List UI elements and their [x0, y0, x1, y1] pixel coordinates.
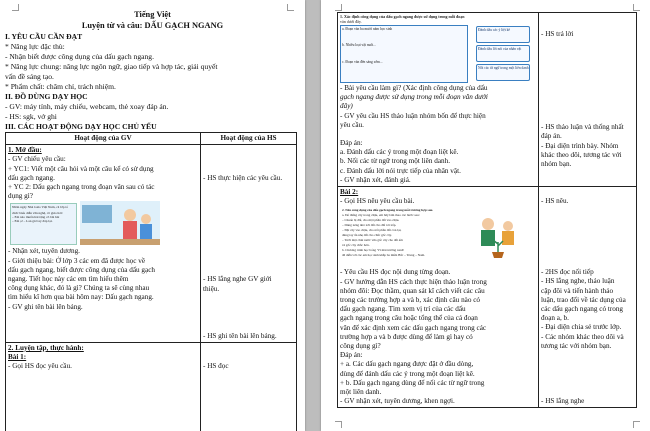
text-line: yêu cầu.	[340, 120, 364, 129]
text-line: khác theo dõi, tương tác với	[541, 150, 622, 159]
text-line: - GV yêu cầu HS thảo luận nhóm bốn để thực hiện	[340, 111, 486, 120]
text-line: công dụng gì?	[340, 342, 381, 351]
exercise-heading: Bài 2:	[340, 188, 359, 197]
document-page-1	[0, 0, 305, 431]
table-cell	[6, 145, 201, 343]
text-line: - Các nhóm khác theo dõi và	[541, 332, 624, 341]
text-line: - GV nhận xét, đánh giá.	[340, 175, 411, 184]
section-heading: I. YÊU CẦU CẦN ĐẠT	[5, 32, 83, 41]
text-line: c. Đánh dấu lời nói trực tiếp của nhân vật.	[340, 166, 461, 175]
text-line: vấn đề sáng tạo.	[5, 72, 54, 81]
text-line: văn để xác định xem các dấu gạch ngang trong các	[340, 323, 487, 332]
text-line: gạch ngang được sử dụng trong mỗi đoạn văn dưới	[340, 93, 488, 102]
text-line: + YC 2: Dấu gạch ngang trong đoạn văn sau có tác	[8, 183, 155, 192]
column-header-teacher: Hoạt động của GV	[6, 133, 201, 145]
exercise-figure	[340, 206, 536, 268]
text-line: nhóm bạn.	[541, 160, 572, 169]
text-line: dụng gì?	[8, 192, 33, 201]
text-line: + a. Các dấu gạch ngang được đặt ở đầu dòng,	[340, 360, 474, 369]
table-cell	[338, 13, 539, 187]
text-line: * Năng lực đặc thù:	[5, 42, 65, 51]
text-line: trong các trường hợp a và b, xác định câu nào có	[340, 296, 481, 305]
text-line: - HS lắng nghe GV giới	[203, 275, 272, 284]
text-line: - Nhận biết được công dụng của dấu gạch ngang.	[5, 52, 154, 61]
table-cell	[539, 13, 637, 187]
step-heading: 1. Mở đầu:	[8, 146, 42, 155]
lesson-title: Luyện từ và câu: DẤU GẠCH NGANG	[81, 21, 224, 30]
text-line: - Đại diện chia sẻ trước lớp.	[541, 323, 622, 332]
text-line: công dụng khác, đó là gì? Chúng ta sẽ cùng nhau	[8, 284, 150, 293]
text-line: đây)	[340, 102, 353, 111]
text-line: đoạn a, b.	[541, 314, 569, 323]
text-line: - HS lắng nghe	[541, 397, 585, 406]
passage-line: a. Đoạn văn ba mươi năm học sinh	[342, 27, 393, 31]
illustration-frame	[8, 201, 198, 247]
answer-option: Đánh dấu các ý liệt kê	[476, 26, 530, 43]
planting-illustration	[470, 212, 526, 260]
text-line: dấu gạch ngang. Tìm xem vị trí của các dấu	[340, 305, 466, 314]
lesson-subject: Tiếng Việt	[134, 10, 171, 19]
text-line: - HS thực hiện các yêu cầu.	[203, 174, 283, 183]
classroom-illustration	[80, 201, 160, 245]
text-line: - Đại diện trình bày. Nhóm	[541, 141, 619, 150]
text-line: dấu gạch ngang, biết được công dụng của dấu gạch	[8, 265, 156, 274]
step-heading: 2. Luyện tập, thực hành:	[8, 344, 84, 353]
text-line: - HS thảo luận và thống nhất	[541, 123, 624, 132]
text-line: - HS lắng nghe, thảo luận	[541, 277, 615, 286]
exercise-heading: Bài 1:	[8, 353, 27, 362]
excerpt-line: – Em ạ! – Lan giơ tay đáp lại.	[12, 219, 53, 224]
text-line: - Nhận xét, tuyên dương.	[8, 247, 80, 256]
column-header-student: Hoạt động của HS	[201, 133, 297, 145]
text-line: Đáp án:	[340, 351, 363, 360]
excerpt-box	[10, 203, 77, 245]
section-heading: II. ĐỒ DÙNG DẠY HỌC	[5, 92, 88, 101]
document-page-2	[321, 0, 650, 431]
text-line: nhóm đôi: Đọc thầm, quan sát kĩ cách viết các câu	[340, 286, 485, 295]
text-line: - HS trả lời	[541, 30, 574, 38]
passage-line: – Tưới một chút nước vừa gốc cây cho đất ẩm	[342, 237, 403, 242]
text-line: * Phẩm chất: chăm chỉ, trách nhiệm.	[5, 82, 116, 91]
passage-line: – Chuẩn bị đất, cho một phần đất vào chậu.	[342, 218, 400, 223]
passage-line: b. Nhiều loại vật nuôi...	[342, 43, 376, 47]
crop-mark	[335, 421, 342, 428]
exercise-figure	[340, 14, 536, 84]
table-cell	[539, 187, 637, 408]
section-heading: III. CÁC HOẠT ĐỘNG DẠY HỌC CHỦ YẾU	[5, 122, 157, 131]
passage-line: c. Đoạn văn đến sáng sớm...	[342, 60, 383, 64]
excerpt-line: Nhân ngày Nhà Giáo Việt Nam, cả lớp tổ	[12, 205, 69, 210]
text-line: - GV ghi tên bài lên bảng.	[8, 302, 83, 311]
text-line: - GV: máy tính, máy chiếu, webcam, thẻ xoay đáp án.	[5, 102, 169, 111]
text-line: - 2HS đọc nối tiếp	[541, 268, 594, 277]
passage-line: – Đặt cây vào chậu, cho nốt phần đất còn lại,	[342, 228, 402, 233]
text-line: tương tác với nhóm bạn.	[541, 341, 612, 350]
text-line: a. Đánh dấu các ý trong một đoạn liệt kê.	[340, 148, 459, 157]
text-line: dấu gạch ngang.	[8, 173, 55, 182]
figure-caption: văn dưới đây.	[340, 19, 362, 24]
passage-line: và gốc cây chắc hơn.	[342, 242, 370, 247]
table-cell	[338, 187, 539, 408]
text-line: + YC1: Viết một câu hỏi và một câu kể có sử dụng	[8, 164, 154, 173]
text-line: trường hợp a và b được dùng để làm gì hay có	[340, 332, 473, 341]
passage-line: 2. Nêu công dụng của dấu gạch ngang trong mỗi trường hợp sau.	[342, 208, 434, 213]
text-line: - Gọi HS đọc yêu cầu.	[8, 362, 72, 371]
text-line: luận, trao đổi về tác dụng của	[541, 295, 626, 304]
text-line: + b. Dấu gạch ngang dùng để nối các từ ngữ trong	[340, 378, 485, 387]
crop-mark	[633, 4, 640, 11]
answer-option: Đánh dấu lời nói của nhân vật	[476, 45, 530, 62]
answer-option: Nối các từ ngữ trong một liên danh	[476, 64, 530, 81]
table-cell	[201, 145, 297, 343]
text-line: - GV nhận xét, tuyên dương, khen ngợi.	[340, 397, 455, 406]
text-line: - Giới thiệu bài: Ở lớp 3 các em đã được học về	[8, 256, 146, 265]
text-line: - Gọi HS nêu yêu cầu bài.	[340, 197, 415, 206]
crop-mark	[335, 4, 342, 11]
excerpt-line: chức biểu diễn văn nghệ, cô giáo hỏi:	[12, 210, 63, 215]
exercise-passage	[340, 25, 468, 83]
text-line: - GV chiếu yêu cầu:	[8, 155, 66, 164]
text-line: cặp đôi và tiến hành thảo	[541, 286, 614, 295]
text-line: - GV hướng dẫn HS cách thực hiện thảo luận trong	[340, 277, 487, 286]
excerpt-line: – Em nào muốn hát tặng cô bài hát	[12, 215, 60, 220]
passage-line: – Dùng xẻng nhỏ xới đất cho đất tơi xốp.	[342, 223, 397, 228]
table-cell	[6, 343, 201, 431]
passage-line: b. Chương trình học bổng 'Vì mái trường xanh'	[342, 247, 405, 252]
activity-table-continued	[337, 12, 637, 408]
text-line: - HS ghi tên bài lên bảng.	[203, 331, 277, 340]
text-line: một liên danh.	[340, 388, 382, 397]
activity-table	[5, 132, 297, 431]
text-line: đáp án.	[541, 132, 562, 141]
passage-line: đã diễn với các em học sinh khắp ba miền Bắc – Trung – Nam.	[342, 252, 425, 257]
text-line: các dấu gạch ngang có trong	[541, 305, 624, 314]
text-line: - Bài yêu cầu làm gì? (Xác định công dụng của dấu	[340, 84, 488, 92]
text-line: Đáp án:	[340, 139, 363, 148]
text-line: - HS: sgk, vở ghi	[5, 112, 57, 121]
text-line: dùng để đánh dấu các ý trong một đoạn liệt kê.	[340, 369, 475, 378]
table-cell	[201, 343, 297, 431]
exercise-passage	[342, 208, 454, 266]
figure-caption: 1. Xác định công dụng của dấu gạch ngang được sử dụng trong mỗi đoạn	[340, 14, 465, 19]
text-line: b. Nối các từ ngữ trong một liên danh.	[340, 157, 450, 166]
passage-line: a. Để thắng cây trong chậu, em hãy làm theo các bước sau:	[342, 213, 420, 218]
text-line: - Yêu cầu HS đọc nội dung từng đoạn.	[340, 268, 451, 277]
text-line: thiệu.	[203, 284, 220, 293]
passage-line: dùng tay ấn nhẹ đất cho chắc gốc cây.	[342, 232, 392, 237]
text-line: tìm hiểu kĩ hơn qua bài hôm nay: Dấu gạch ngang.	[8, 293, 154, 302]
text-line: - HS đọc	[203, 362, 229, 371]
crop-mark	[633, 421, 640, 428]
text-line: * Năng lực chung: năng lực ngôn ngữ, giao tiếp và hợp tác, giải quyết	[5, 62, 218, 71]
text-line: - HS nêu.	[541, 197, 569, 206]
text-line: gạch ngang trong câu hoặc tổng thể của cả đoạn	[340, 314, 478, 323]
text-line: ngang. Tiết học này các em tìm hiểu thêm	[8, 275, 129, 284]
